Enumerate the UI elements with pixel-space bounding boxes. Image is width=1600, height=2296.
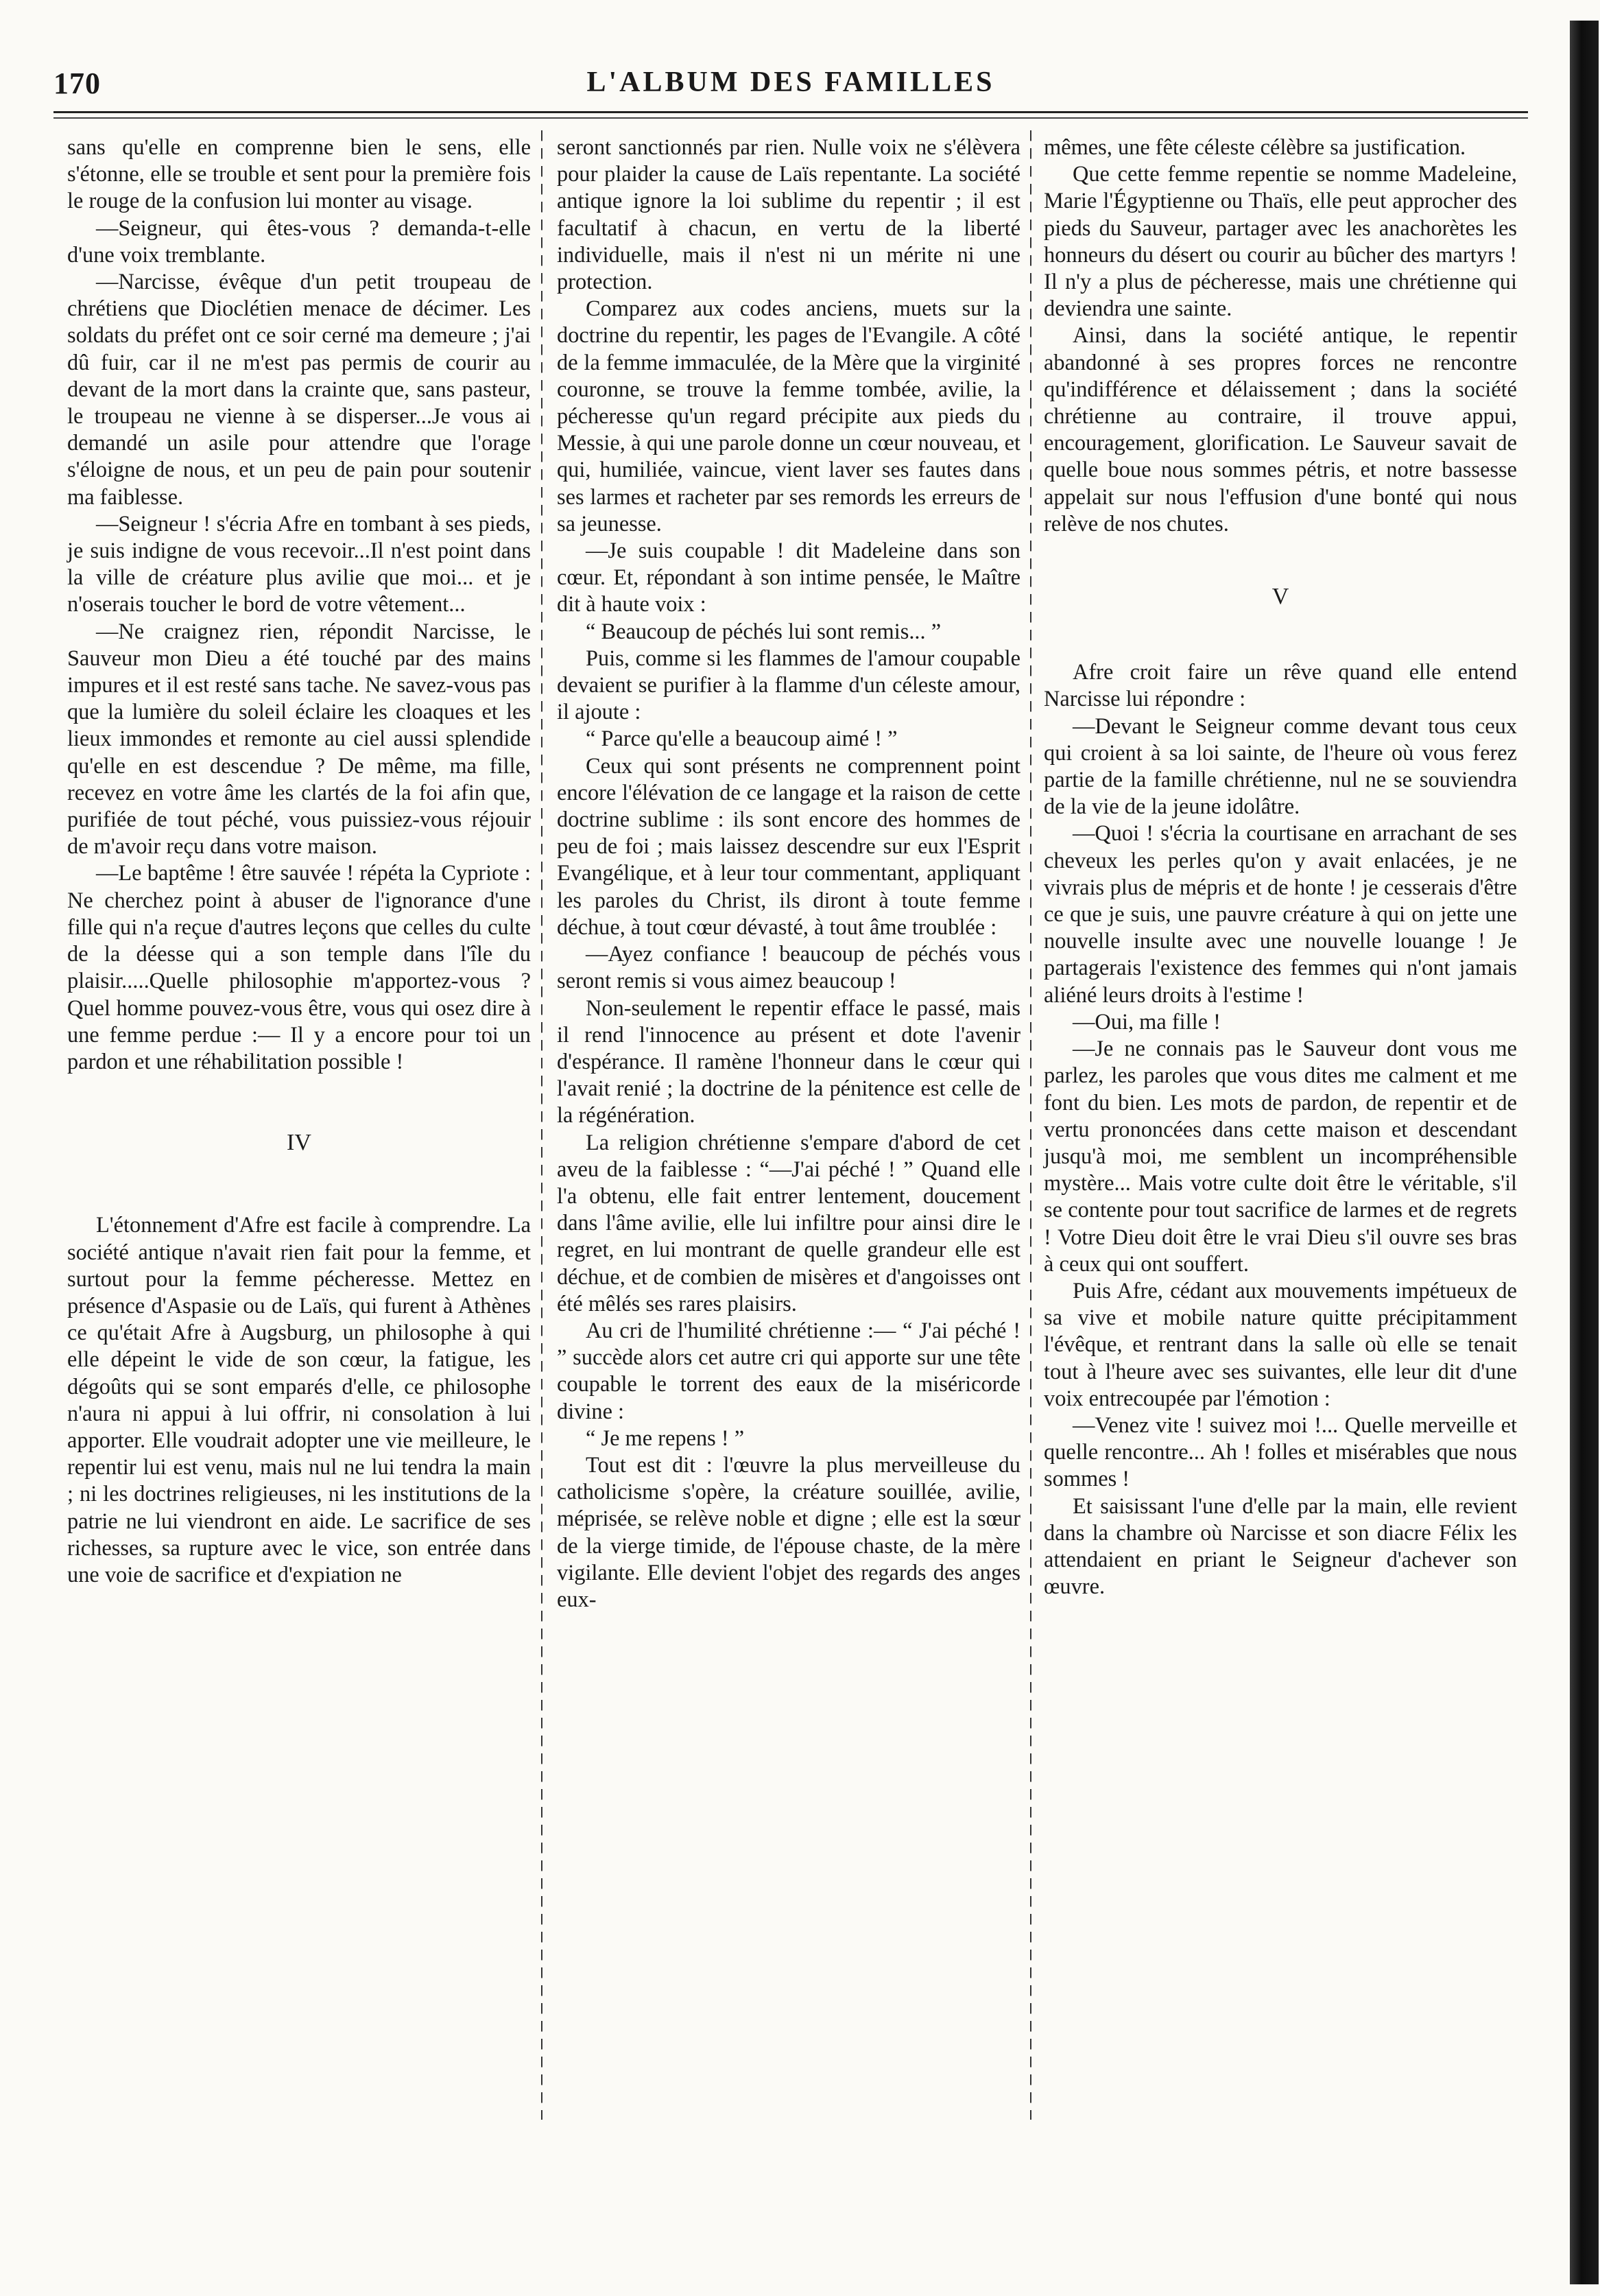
paragraph: —Je ne connais pas le Sauveur dont vous me parlez, les paroles que vous dites me calment et me font du bien. Les mots de pardon, de repentir et de vertu prononcées dans cette maison et descendant jusqu'à moi, me semblent un incompréhensible mystère... Mais votre culte doit être le véritable, s'il se contente pour tout sacrifice de larmes et de regrets ! Votre Dieu doit être le vrai Dieu s'il ouvre ses bras à ceux qui ont souffert.	[1044, 1037, 1517, 1277]
text-column-2	[557, 134, 1020, 1613]
paragraph: —Oui, ma fille !	[1073, 1009, 1221, 1034]
section-heading-v: V	[1271, 584, 1289, 610]
page-number: 170	[53, 67, 101, 100]
paragraph: Au cri de l'humilité chrétienne :— “ J'ai péché ! ” succède alors cet autre cri qui apporte sur une tête coupable le torrent des eaux de la miséricorde divine :	[557, 1318, 1020, 1424]
column-divider	[1030, 130, 1031, 2120]
paragraph: Afre croit faire un rêve quand elle entend Narcisse lui répondre :	[1044, 660, 1517, 712]
paragraph: —Le baptême ! être sauvée ! répéta la Cypriote : Ne cherchez point à abuser de l'ignorance d'une fille qui n'a reçue d'autres leçons que celles du culte de la déesse qui a son temple dans l'île du plaisir.....Quelle philosophie m'apportez-vous ? Quel homme pouvez-vous être, vous qui osez dire à une femme perdue :— Il y a encore pour toi un pardon et une réhabilitation possible !	[67, 861, 531, 1074]
paragraph: Non-seulement le repentir efface le passé, mais il rend l'innocence au présent et dote l'avenir d'espérance. Il ramène l'honneur dans le cœur qui l'avait renié ; la doctrine de la pénitence est celle de la régénération.	[557, 995, 1020, 1128]
paragraph: —Venez vite ! suivez moi !... Quelle merveille et quelle rencontre... Ah ! folles et misérables que nous sommes !	[1044, 1412, 1517, 1492]
quotation: “ Beaucoup de péchés lui sont remis... ”	[586, 619, 942, 644]
paragraph: —Devant le Seigneur comme devant tous ceux qui croient à sa loi sainte, de l'heure où vous ferez partie de la famille chrétienne, nul ne se souviendra de la vie de la jeune idolâtre.	[1044, 713, 1517, 820]
paragraph: Ainsi, dans la société antique, le repentir abandonné à ses propres forces ne rencontre qu'indifférence et délaissement ; dans la société chrétienne au contraire, il trouve appui, encouragement, glorification. Le Sauveur savait de quelle boue nous sommes pétris, et notre bassesse appelait sur nous l'effusion d'une bonté qui nous relève de nos chutes.	[1044, 323, 1517, 536]
paragraph: L'étonnement d'Afre est facile à comprendre. La société antique n'avait rien fait pour la femme, et surtout pour la femme pécheresse. Mettez en présence d'Aspasie ou de Laïs, qui furent à Athènes ce qu'était Afre à Augsburg, un philosophe à qui elle dépeint le vide de son cœur, la fatigue, les dégoûts qui se sont emparés d'elle, ce philosophe n'aura ni appui à lui offrir, ni consolation à lui apporter. Elle voudrait adopter une vie meilleure, le repentir lui est venu, mais nul ne lui tendra la main ; ni les doctrines religieuses, ni les institutions de la patrie ne lui viendront en aide. Le sacrifice de ses richesses, sa rupture avec le vice, son entrée dans une voie de sacrifice et d'expiation ne	[67, 1213, 531, 1587]
paragraph: sans qu'elle en comprenne bien le sens, elle s'étonne, elle se trouble et sent pour la première fois le rouge de la confusion lui monter au visage.	[67, 135, 531, 214]
text-column-1	[67, 134, 531, 1589]
paragraph: —Ne craignez rien, répondit Narcisse, le Sauveur mon Dieu a été touché par des mains impures et il est resté sans tache. Ne savez-vous pas que la lumière du soleil éclaire les cloaques et les lieux immondes et remonte au ciel aussi splendide qu'elle en est descendue ? De même, ma fille, recevez en votre âme les clartés de la foi afin que, purifiée de tout péché, vous puissiez-vous réjouir de m'avoir reçu dans votre maison.	[67, 619, 531, 860]
header-rule-top	[53, 111, 1528, 113]
paragraph: —Narcisse, évêque d'un petit troupeau de chrétiens que Dioclétien menace de décimer. Les soldats du préfet ont ce soir cerné ma demeure ; j'ai dû fuir, car il ne m'est pas permis de courir au devant de la mort dans la crainte que, sans pasteur, le troupeau ne vienne à se disperser...Je vous ai demandé un asile pour attendre que l'orage s'éloigne de nous, et un peu de pain pour soutenir ma faiblesse.	[67, 270, 531, 510]
paragraph: Ceux qui sont présents ne comprennent point encore l'élévation de ce langage et la raison de cette doctrine sublime : ils sont encore des hommes de peu de foi ; mais laissez descendre sur eux l'Esprit Evangélique, et à leur tour commentant, appliquant les paroles du Christ, ils diront à toute femme déchue, à tout cœur dévasté, à tout âme troublée :	[557, 753, 1020, 940]
paragraph: La religion chrétienne s'empare d'abord de cet aveu de la faiblesse : “—J'ai péché ! ” Quand elle l'a obtenu, elle fait entrer lentement, doucement dans l'âme avilie, elle lui infiltre pour ainsi dire le regret, en lui montrant de quelle grandeur elle est déchue, et de combien de misères et d'angoisses ont été mêlés ses rares plaisirs.	[557, 1130, 1020, 1316]
paragraph: —Je suis coupable ! dit Madeleine dans son cœur. Et, répondant à son intime pensée, le Maître dit à haute voix :	[557, 539, 1020, 617]
paragraph: —Quoi ! s'écria la courtisane en arrachant de ses cheveux les perles qu'on y avait enlacées, je ne vivrais plus de mépris et de honte ! je cesserais d'être ce que je suis, une pauvre créature à qui on jette une nouvelle insulte avec une nouvelle louange ! Je partagerais l'existence des femmes qui n'ont jamais aliéné leurs droits à l'estime !	[1044, 821, 1517, 1008]
quotation: “ Je me repens ! ”	[586, 1425, 745, 1451]
running-title: L'ALBUM DES FAMILLES	[586, 67, 995, 98]
paragraph: Puis Afre, cédant aux mouvements impétueux de sa vive et mobile nature quitte précipitamment l'évêque, et rentrant dans la salle où elle se tenait tout à l'heure avec ses suivantes, elle leur dit d'une voix entrecoupée par l'émotion :	[1044, 1278, 1517, 1411]
quotation: “ Parce qu'elle a beaucoup aimé ! ”	[586, 726, 898, 752]
text-column-3	[1044, 134, 1517, 1600]
paragraph: Et saisissant l'une d'elle par la main, elle revient dans la chambre où Narcisse et son diacre Félix les attendaient en priant le Seigneur d'achever son œuvre.	[1044, 1493, 1517, 1600]
paragraph: —Ayez confiance ! beaucoup de péchés vous seront remis si vous aimez beaucoup !	[557, 942, 1020, 994]
paragraph: Que cette femme repentie se nomme Madeleine, Marie l'Égyptienne ou Thaïs, elle peut approcher des pieds du Sauveur, partager avec les anachorètes les honneurs du désert ou courir au bûcher des martyrs ! Il n'y a plus de pécheresse, mais une chrétienne qui deviendra une sainte.	[1044, 162, 1517, 322]
header-rule-bottom	[53, 117, 1528, 119]
paragraph: —Seigneur ! s'écria Afre en tombant à ses pieds, je suis indigne de vous recevoir...Il n'est point dans la ville de créature plus avilie que moi... et je n'oserais toucher le bord de votre vêtement...	[67, 511, 531, 617]
column-divider	[541, 130, 542, 2120]
paragraph: mêmes, une fête céleste célèbre sa justification.	[1044, 135, 1466, 160]
paragraph: Tout est dit : l'œuvre la plus merveilleuse du catholicisme s'opère, la créature souillée, avilie, méprisée, se relève noble et digne ; elle est la sœur de la vierge timide, de l'épouse chaste, de la mère vigilante. Elle devient l'objet des regards des anges eux-	[557, 1452, 1020, 1612]
paragraph: —Seigneur, qui êtes-vous ? demanda-t-elle d'une voix tremblante.	[67, 215, 531, 268]
section-heading-iv: IV	[287, 1130, 311, 1156]
paragraph: Puis, comme si les flammes de l'amour coupable devaient se purifier à la flamme d'un céleste amour, il ajoute :	[557, 646, 1020, 725]
scan-page-edge	[1570, 21, 1599, 2284]
page-header	[53, 66, 1528, 107]
paragraph: seront sanctionnés par rien. Nulle voix ne s'élèvera pour plaider la cause de Laïs repentante. La société antique ignore la loi sublime du repentir ; il est facultatif à chacun, en vertu de la liberté individuelle, mais il n'est ni un mérite ni une protection.	[557, 135, 1020, 295]
paragraph: Comparez aux codes anciens, muets sur la doctrine du repentir, les pages de l'Evangile. A côté de la femme immaculée, de la Mère que la virginité couronne, se trouve la femme tombée, avilie, la pécheresse qu'un regard précipite aux pieds du Messie, à qui une parole donne un cœur nouveau, et qui, humiliée, vaincue, vient laver ses fautes dans ses larmes et racheter par ses remords les erreurs de sa jeunesse.	[557, 296, 1020, 536]
